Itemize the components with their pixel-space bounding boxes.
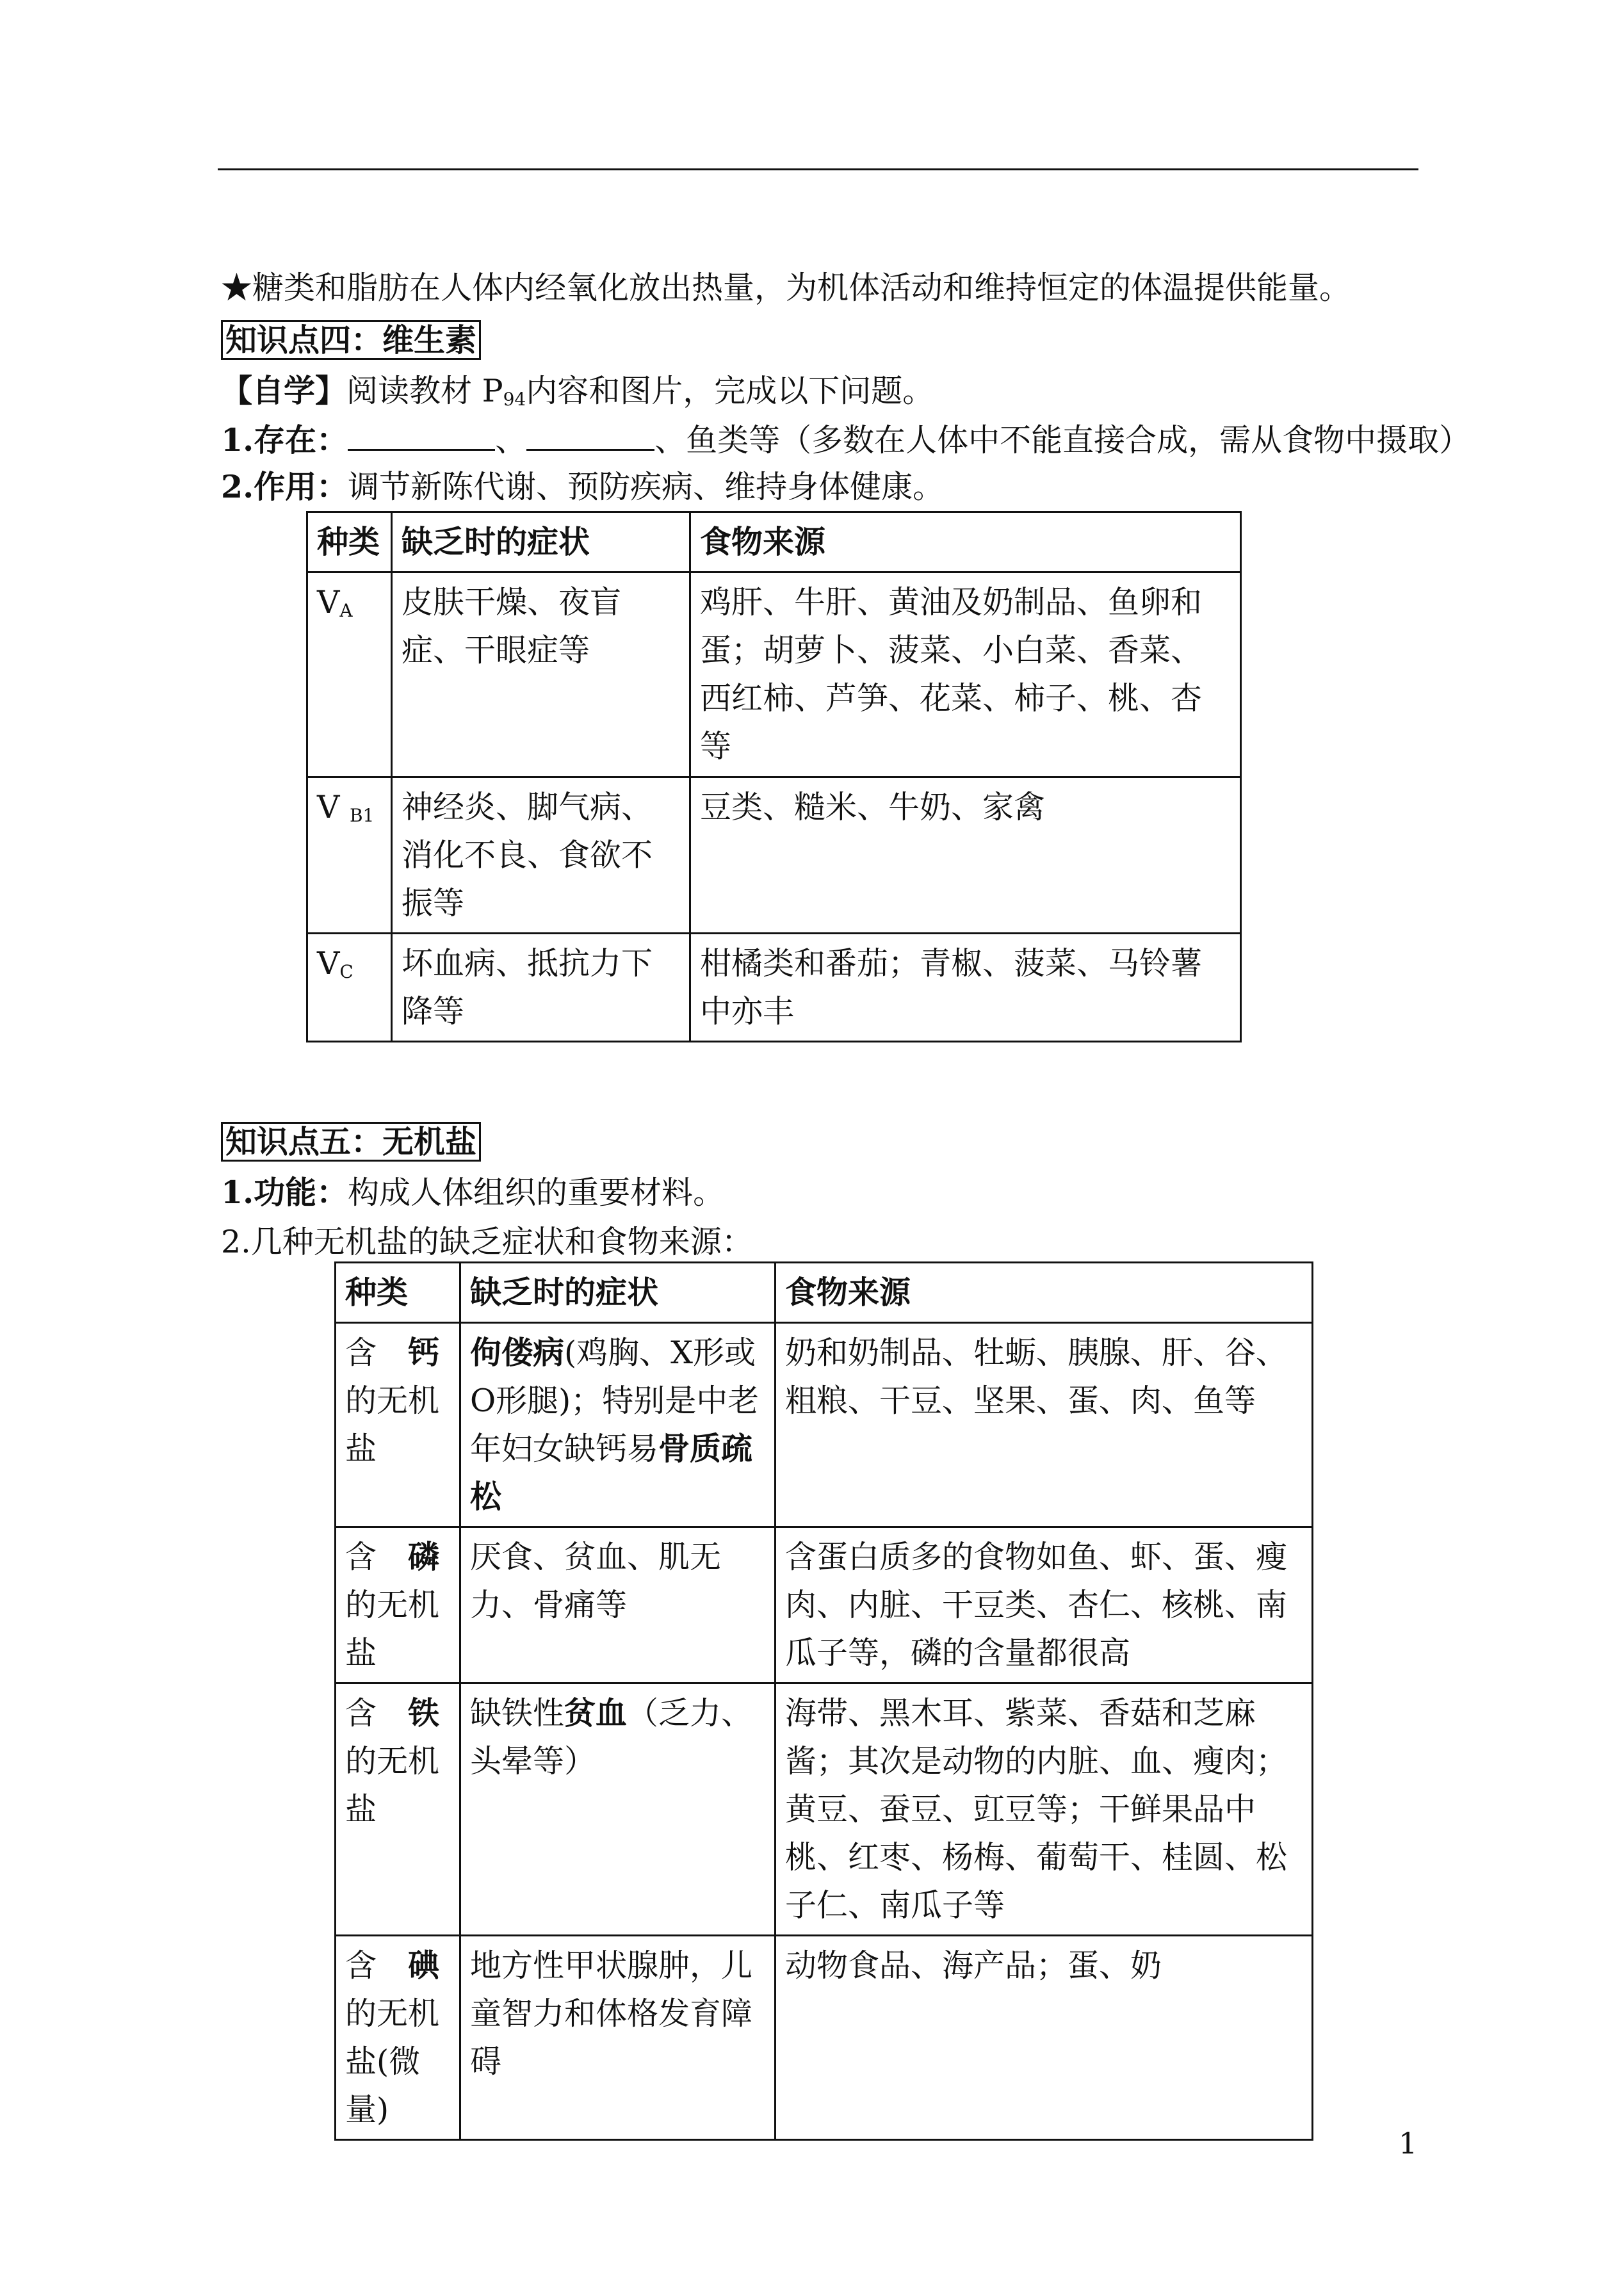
kind-cell: V $_{B1}$ [307,777,392,934]
item1-text: 构成人体组织的重要材料。 [348,1174,725,1211]
kind-cell: 含 碘的无机盐(微量) [336,1936,460,2140]
kind-cell: 含 铁的无机盐 [336,1683,460,1936]
section4-title: 知识点四：维生素 [221,320,481,360]
header-source: 食物来源 [775,1263,1313,1323]
header-kind: 种类 [307,512,392,572]
zixue-page: 94 [503,389,526,410]
symptom-cell: 佝偻病(鸡胸、X形或O形腿)；特别是中老年妇女缺钙易骨质疏松 [460,1323,775,1527]
section4-item1 [221,419,1470,460]
item2-label: 2.作用： [221,468,348,505]
item2-text: 调节新陈代谢、预防疾病、维持身体健康。 [348,469,945,505]
source-cell: 豆类、糙米、牛奶、家禽 [690,777,1241,934]
header-rule [218,168,1418,170]
intro-line [221,269,1351,307]
item2-text: 2.几种无机盐的缺乏症状和食物来源： [221,1224,753,1260]
fill-blank-2[interactable] [526,419,654,451]
section4-heading [221,320,481,360]
item1-sep: 、 [495,422,527,458]
source-cell: 含蛋白质多的食物如鱼、虾、蛋、瘦肉、内脏、干豆类、杏仁、核桃、南瓜子等，磷的含量都很高 [775,1527,1313,1683]
mineral-table [334,1261,1313,2141]
item1-label: 1.存在： [221,421,348,458]
table-row [336,1527,1313,1683]
star-icon: ★ [221,270,253,306]
zixue-label: 【自学】 [221,372,347,409]
symptom-cell: 坏血病、抵抗力下降等 [392,934,690,1042]
symptom-cell: 缺铁性贫血（乏力、头晕等） [460,1683,775,1936]
header-kind: 种类 [336,1263,460,1323]
table-row [336,1323,1313,1527]
item1-rest: 、鱼类等（多数在人体中不能直接合成，需从食物中摄取） [654,422,1471,458]
item1-label: 1.功能： [221,1174,348,1211]
zixue-text-post: 内容和图片，完成以下问题。 [526,373,934,409]
kind-cell: 含 钙的无机盐 [336,1323,460,1527]
source-cell: 柑橘类和番茄；青椒、菠菜、马铃薯中亦丰 [690,934,1241,1042]
source-cell: 海带、黑木耳、紫菜、香菇和芝麻酱；其次是动物的内脏、血、瘦肉；黄豆、蚕豆、豇豆等；干鲜果品中桃、红枣、杨梅、葡萄干、桂圆、松子仁、南瓜子等 [775,1683,1313,1936]
symptom-cell: 地方性甲状腺肿，儿童智力和体格发育障碍 [460,1936,775,2140]
source-cell: 鸡肝、牛肝、黄油及奶制品、鱼卵和蛋；胡萝卜、菠菜、小白菜、香菜、西红柿、芦笋、花菜、柿子、桃、杏等 [690,572,1241,777]
page-number: 1 [1399,2126,1418,2161]
kind-cell: $V_A$ [307,572,392,777]
section5-title: 知识点五：无机盐 [221,1122,481,1162]
intro-text: 糖类和脂肪在人体内经氧化放出热量，为机体活动和维持恒定的体温提供能量。 [252,270,1351,306]
table-row [307,777,1241,934]
kind-cell: $V_C$ [307,934,392,1042]
section5-heading [221,1122,481,1162]
source-cell: 奶和奶制品、牡蛎、胰腺、肝、谷、粗粮、干豆、坚果、蛋、肉、鱼等 [775,1323,1313,1527]
zixue-text-pre: 阅读教材 P [346,373,503,409]
table-header-row [336,1263,1313,1323]
table-row [336,1936,1313,2140]
header-symptom: 缺乏时的症状 [460,1263,775,1323]
section5-item2 [221,1223,753,1261]
fill-blank-1[interactable] [348,419,495,451]
symptom-cell: 皮肤干燥、夜盲症、干眼症等 [392,572,690,777]
section5-item1 [221,1173,724,1212]
table-row [336,1683,1313,1936]
header-symptom: 缺乏时的症状 [392,512,690,572]
symptom-cell: 神经炎、脚气病、消化不良、食欲不振等 [392,777,690,934]
source-cell: 动物食品、海产品；蛋、奶 [775,1936,1313,2140]
table-header-row [307,512,1241,572]
kind-cell: 含 磷的无机盐 [336,1527,460,1683]
table-row [307,934,1241,1042]
vitamin-table [306,511,1242,1042]
symptom-cell: 厌食、贫血、肌无力、骨痛等 [460,1527,775,1683]
zixue-line [221,371,934,419]
table-row [307,572,1241,777]
header-source: 食物来源 [690,512,1241,572]
section4-item2 [221,467,944,507]
